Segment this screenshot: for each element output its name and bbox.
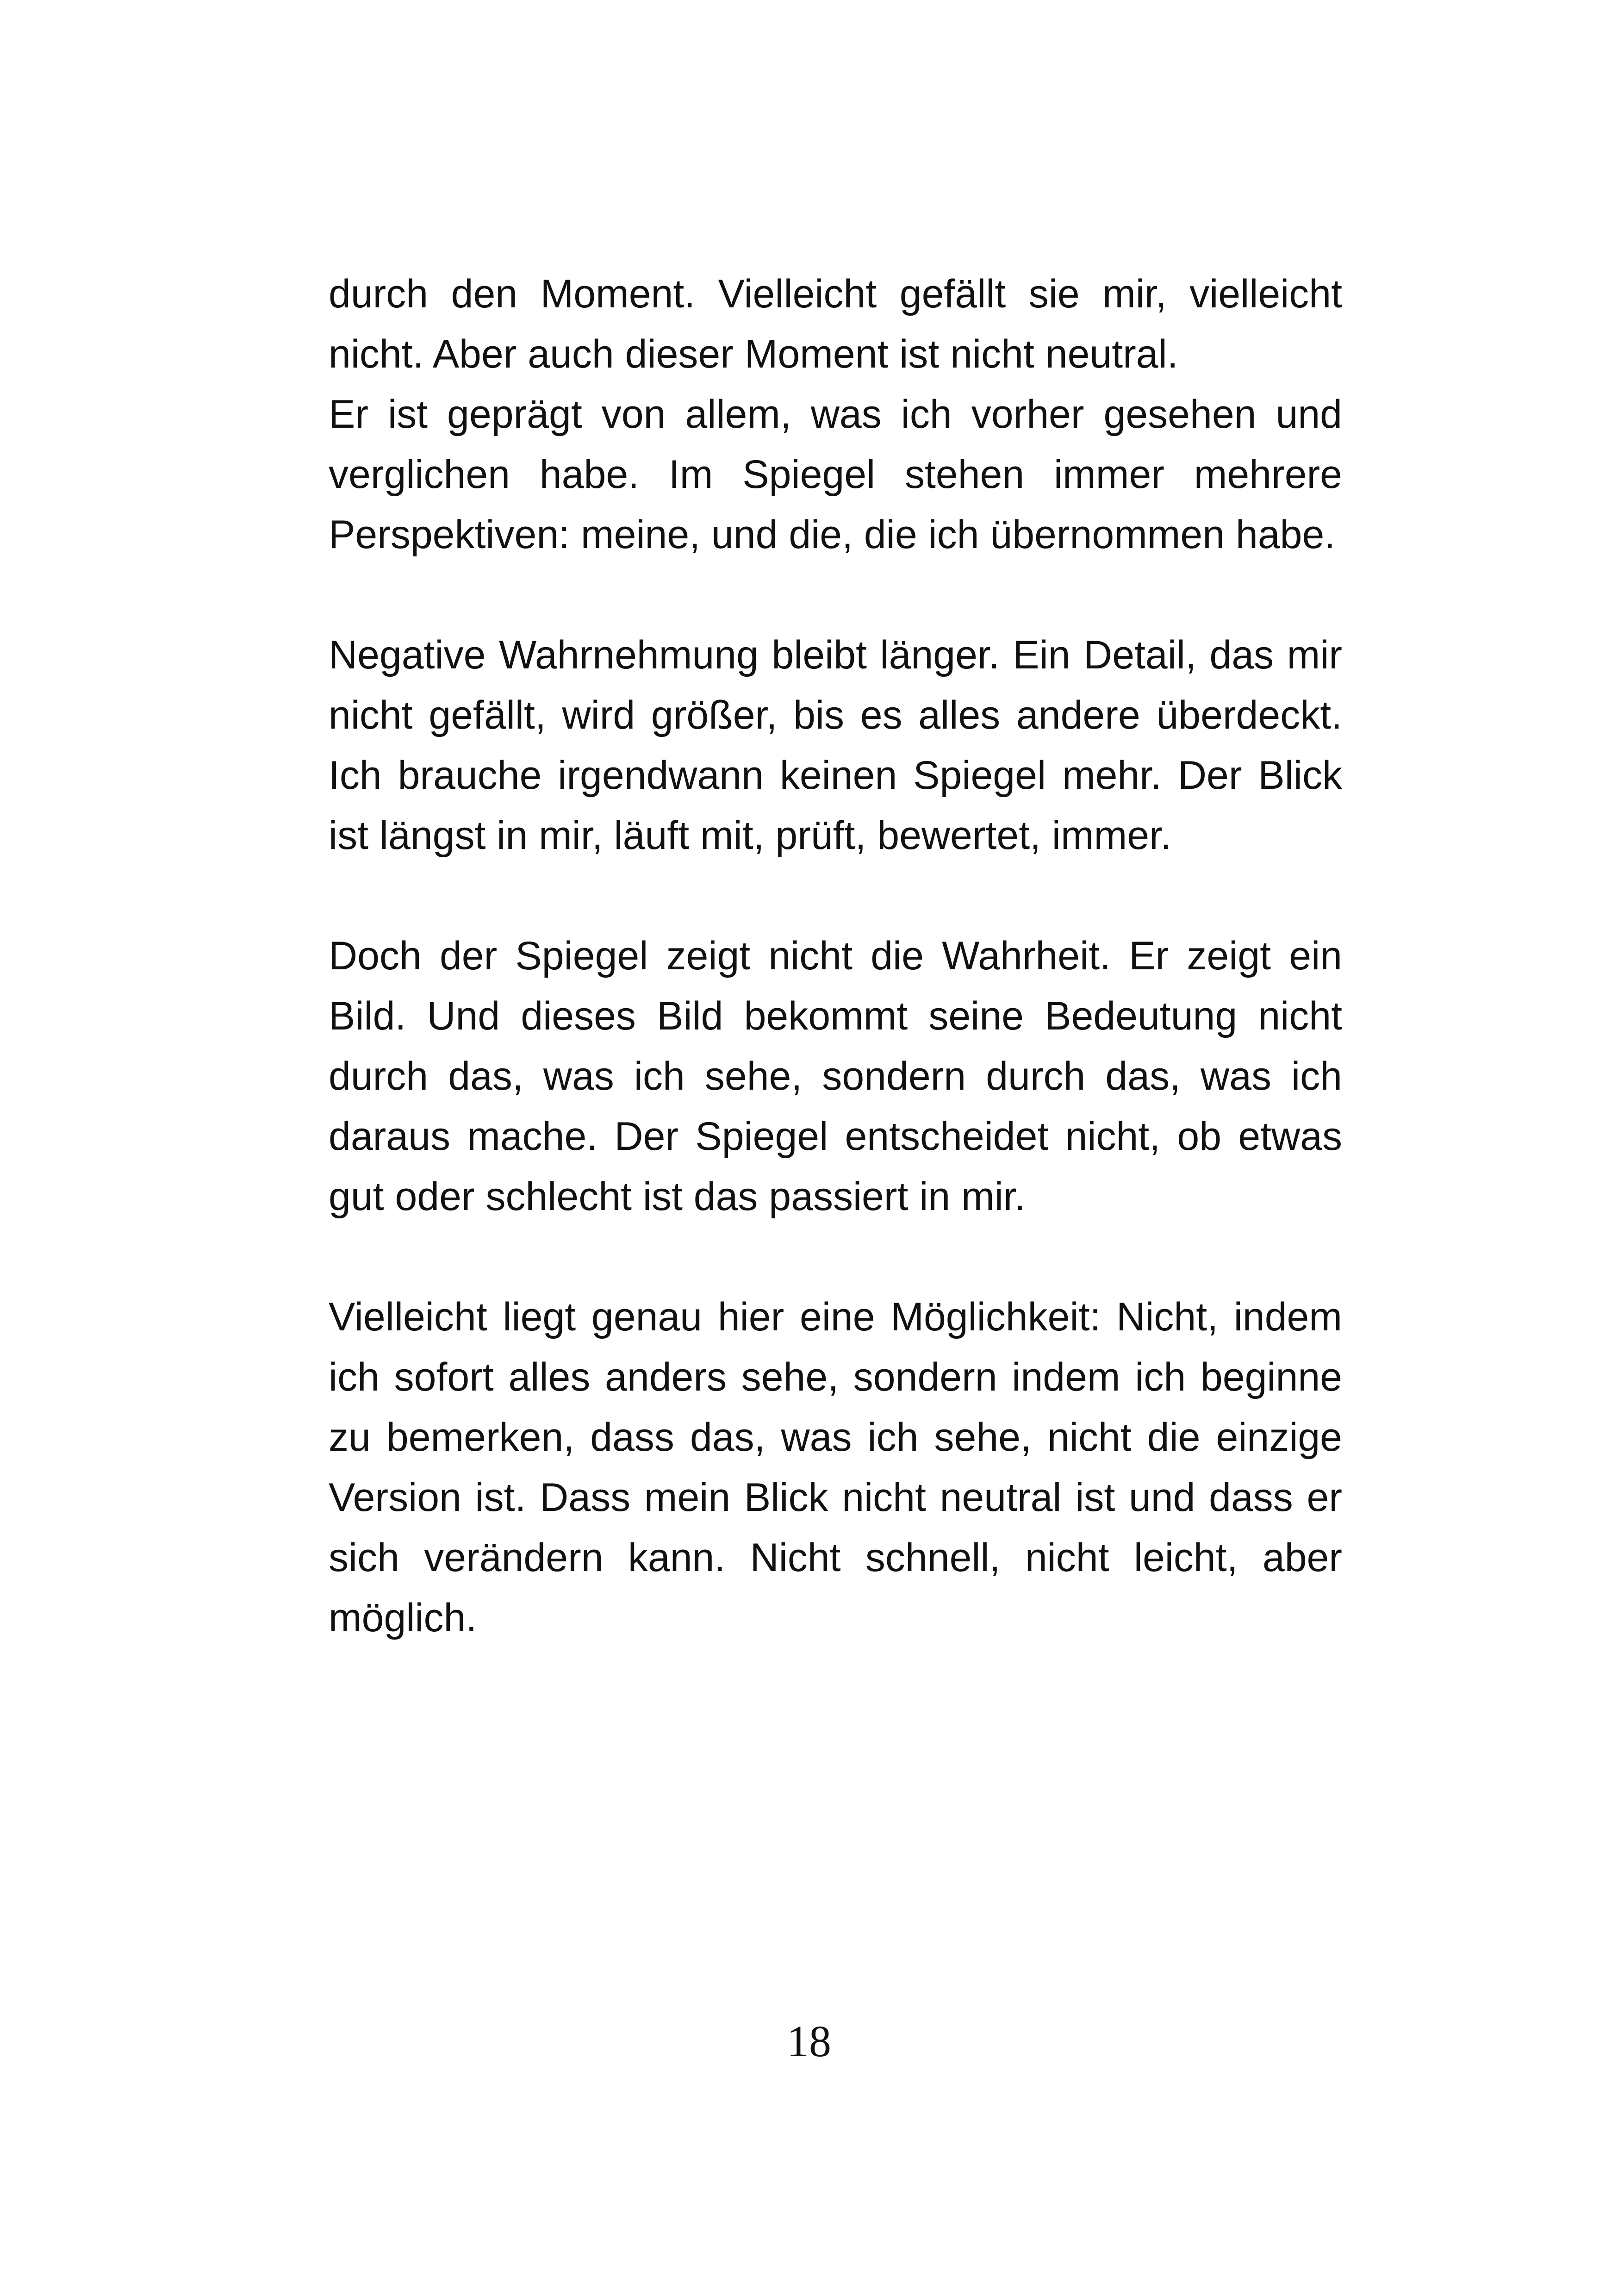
paragraph-4	[329, 1287, 1342, 1648]
paragraph-2	[329, 625, 1342, 866]
paragraph-4-text: Vielleicht liegt genau hier eine Möglichkeit: Nicht, indem ich sofort alles anders sehe, sondern indem ich beginne zu bemerken, dass das, was ich sehe, nicht die einzige Version ist. Dass mein Blick nicht neutral ist und dass er sich verändern kann. Nicht schnell, nicht leicht, aber möglich.	[329, 1295, 1342, 1640]
paragraph-2-text: Negative Wahrnehmung bleibt länger. Ein Detail, das mir nicht gefällt, wird größer, bis es alles andere überdeckt. Ich brauche irgendwann keinen Spiegel mehr. Der Blick ist längst in mir, läuft mit, prüft, bewertet, immer.	[329, 633, 1342, 858]
page-number: 18	[787, 2016, 831, 2066]
paragraph-1-text-a: durch den Moment. Vielleicht gefällt sie mir, vielleicht nicht. Aber auch dieser Moment ist nicht neutral.	[329, 272, 1342, 376]
paragraph-3	[329, 926, 1342, 1227]
paragraph-1-text-b: Er ist geprägt von allem, was ich vorher gesehen und verglichen habe. Im Spiegel stehen immer mehrere Perspektiven: meine, und die, die ich übernommen habe.	[329, 392, 1342, 557]
body-text	[329, 264, 1342, 1648]
paragraph-3-text: Doch der Spiegel zeigt nicht die Wahrheit. Er zeigt ein Bild. Und dieses Bild bekommt seine Bedeutung nicht durch das, was ich sehe, sondern durch das, was ich daraus mache. Der Spiegel entscheidet nicht, ob etwas gut oder schlecht ist das passiert in mir.	[329, 934, 1342, 1219]
paragraph-1	[329, 264, 1342, 565]
